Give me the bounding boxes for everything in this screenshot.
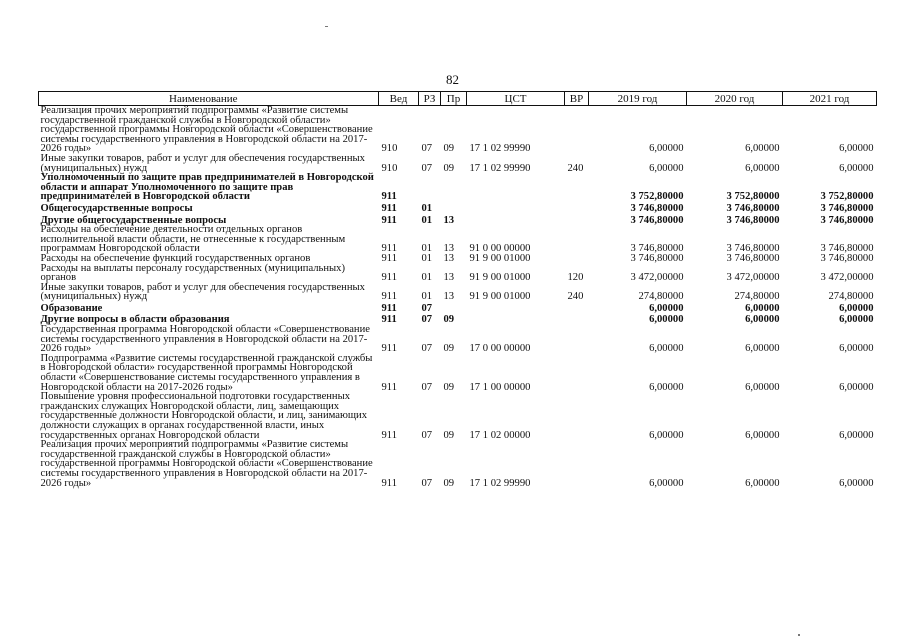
table-row	[39, 283, 877, 302]
table-row	[39, 202, 877, 214]
cell-cst: 91 9 00 01000	[469, 291, 531, 303]
cell-name: Образование	[40, 302, 103, 314]
cell-vr	[565, 106, 589, 154]
cell-cst	[467, 302, 565, 314]
header-cst: ЦСТ	[467, 92, 565, 106]
cell-vr: 120	[567, 272, 584, 284]
cell-y2020: 3 746,80000	[726, 202, 780, 214]
table-header	[39, 92, 877, 106]
cell-y2020: 3 752,80000	[726, 191, 780, 203]
cell-y2019: 3 752,80000	[630, 191, 684, 203]
cell-vr	[565, 254, 589, 264]
cell-cst	[467, 202, 565, 214]
cell-y2021: 3 746,80000	[820, 214, 874, 226]
cell-rz: 01	[421, 243, 433, 255]
cell-y2020: 6,00000	[745, 162, 780, 174]
cell-y2021: 6,00000	[839, 143, 874, 155]
cell-y2021: 3 746,80000	[820, 243, 874, 255]
cell-pr: 09	[443, 143, 455, 155]
table-body	[39, 106, 877, 489]
cell-name: Другие общегосударственные вопросы	[40, 214, 227, 226]
cell-pr: 13	[443, 252, 455, 264]
cell-cst: 17 1 00 00000	[469, 381, 531, 393]
header-2020: 2020 год	[687, 92, 783, 106]
cell-cst: 91 9 00 01000	[469, 252, 531, 264]
cell-y2019: 6,00000	[649, 381, 684, 393]
cell-name: Государственная программа Новгородской области «Совершенствование системы государственного управления в Новгородской области на 2017-2026 годы»	[40, 324, 370, 355]
cell-ved: 911	[381, 272, 397, 284]
cell-vr	[565, 202, 589, 214]
cell-y2020: 6,00000	[745, 143, 780, 155]
cell-pr: 13	[443, 291, 455, 303]
cell-rz: 07	[421, 381, 433, 393]
cell-pr: 13	[443, 243, 455, 255]
table-row	[39, 392, 877, 440]
cell-ved: 911	[381, 214, 397, 226]
cell-y2020: 6,00000	[745, 429, 780, 441]
header-name: Наименование	[39, 92, 379, 106]
cell-cst: 17 1 02 99990	[469, 143, 531, 155]
cell-ved: 911	[381, 429, 397, 441]
cell-name: Уполномоченный по защите прав предпринимателей в Новгородской области и аппарат Уполномоченного по защите прав предпринимателей в Новгородской области	[40, 172, 374, 203]
cell-ved: 911	[381, 191, 397, 203]
cell-y2021: 6,00000	[839, 477, 874, 489]
header-2019: 2019 год	[589, 92, 687, 106]
header-ved: Вед	[379, 92, 419, 106]
cell-ved: 911	[381, 381, 397, 393]
cell-y2019: 3 746,80000	[630, 243, 684, 255]
cell-y2019: 3 746,80000	[630, 202, 684, 214]
cell-rz: 07	[421, 477, 433, 489]
cell-vr: 240	[567, 291, 584, 303]
cell-rz: 07	[421, 162, 433, 174]
cell-rz: 01	[421, 291, 433, 303]
cell-y2019: 6,00000	[649, 429, 684, 441]
table-row	[39, 173, 877, 202]
cell-pr: 09	[443, 343, 455, 355]
cell-cst: 17 1 02 99990	[469, 162, 531, 174]
cell-y2019: 3 746,80000	[630, 252, 684, 264]
table-row	[39, 354, 877, 392]
cell-name: Подпрограмма «Развитие системы государственной гражданской службы в Новгородской области» государственной программы Новгородской области «Совершенствование системы государственного управления в Новгородской области на 2017-2026 годы»	[40, 352, 373, 393]
cell-y2020: 6,00000	[745, 381, 780, 393]
cell-cst: 91 9 00 01000	[469, 272, 531, 284]
cell-rz: 01	[421, 214, 433, 226]
cell-rz: 01	[421, 202, 433, 214]
cell-y2020: 3 746,80000	[726, 252, 780, 264]
cell-y2021: 3 746,80000	[820, 252, 874, 264]
table-row	[39, 225, 877, 254]
header-pr: Пр	[441, 92, 467, 106]
cell-name: Иные закупки товаров, работ и услуг для обеспечения государственных (муниципальных) нужд	[40, 152, 365, 174]
cell-ved: 911	[381, 343, 397, 355]
cell-name: Реализация прочих мероприятий подпрограммы «Развитие системы государственной гражданской службы в Новгородской области» государственной программы Новгородской области «Совершенствование системы государственного управления в Новгородской области на 2017-2026 годы»	[40, 105, 373, 155]
cell-name: Повышение уровня профессиональной подготовки государственных гражданских служащих Новгородской области, лиц, замещающих государственные должности Новгородской области, и лиц, занимающих должности служащих в органах государственной власти, иных государственных органах Новгородской области	[40, 391, 368, 441]
cell-vr	[565, 173, 589, 202]
table-row	[39, 302, 877, 314]
cell-y2020: 3 746,80000	[726, 214, 780, 226]
cell-cst: 91 0 00 00000	[469, 243, 531, 255]
cell-y2021: 6,00000	[839, 302, 874, 314]
cell-rz: 07	[421, 343, 433, 355]
cell-y2019: 274,80000	[638, 291, 684, 303]
cell-y2021: 3 472,00000	[820, 272, 874, 284]
cell-y2021: 6,00000	[839, 381, 874, 393]
cell-ved: 911	[381, 477, 397, 489]
cell-name: Другие вопросы в области образования	[40, 314, 230, 326]
cell-ved: 911	[381, 252, 397, 264]
scan-mark	[325, 26, 328, 27]
cell-y2019: 6,00000	[649, 143, 684, 155]
cell-y2021: 6,00000	[839, 314, 874, 326]
cell-name: Расходы на обеспечение деятельности отдельных органов исполнительной власти области, не отнесенные к государственным программам Новгородской области	[40, 224, 346, 255]
cell-name: Расходы на выплаты персоналу государственных (муниципальных) органов	[40, 262, 345, 284]
cell-pr	[441, 302, 467, 314]
cell-vr	[565, 214, 589, 226]
cell-y2020: 3 746,80000	[726, 243, 780, 255]
cell-pr: 13	[443, 214, 455, 226]
cell-ved: 911	[381, 314, 397, 326]
cell-cst: 17 1 02 00000	[469, 429, 531, 441]
cell-vr	[565, 392, 589, 440]
cell-y2020: 6,00000	[745, 343, 780, 355]
cell-rz: 07	[421, 302, 433, 314]
table-row	[39, 440, 877, 488]
cell-vr	[565, 225, 589, 254]
cell-y2020: 6,00000	[745, 314, 780, 326]
cell-y2019: 3 472,00000	[630, 272, 684, 284]
table-row	[39, 264, 877, 283]
cell-ved: 911	[381, 243, 397, 255]
cell-y2021: 6,00000	[839, 429, 874, 441]
cell-rz: 01	[421, 272, 433, 284]
cell-y2020: 274,80000	[734, 291, 780, 303]
cell-cst	[467, 173, 565, 202]
cell-vr	[565, 354, 589, 392]
cell-rz: 01	[421, 252, 433, 264]
cell-y2019: 6,00000	[649, 302, 684, 314]
cell-vr: 240	[567, 162, 584, 174]
header-vr: ВР	[565, 92, 589, 106]
cell-y2019: 6,00000	[649, 477, 684, 489]
cell-y2021: 6,00000	[839, 343, 874, 355]
cell-y2019: 6,00000	[649, 314, 684, 326]
budget-table	[38, 91, 877, 488]
cell-y2019: 6,00000	[649, 162, 684, 174]
cell-rz: 07	[421, 429, 433, 441]
cell-rz: 07	[421, 314, 433, 326]
cell-pr: 09	[443, 381, 455, 393]
cell-vr	[565, 302, 589, 314]
cell-pr: 09	[443, 162, 455, 174]
cell-name: Реализация прочих мероприятий подпрограммы «Развитие системы государственной гражданской службы в Новгородской области» государственной программы Новгородской области «Совершенствование системы государственного управления в Новгородской области на 2017-2026 годы»	[40, 439, 373, 489]
cell-rz	[419, 173, 441, 202]
header-rz: РЗ	[419, 92, 441, 106]
cell-pr: 13	[443, 272, 455, 284]
cell-y2021: 6,00000	[839, 162, 874, 174]
cell-y2021: 274,80000	[828, 291, 874, 303]
cell-y2020: 6,00000	[745, 302, 780, 314]
cell-cst	[467, 214, 565, 226]
page-number: 82	[446, 72, 459, 87]
cell-name: Расходы на обеспечение функций государственных органов	[40, 252, 311, 264]
cell-cst: 17 1 02 99990	[469, 477, 531, 489]
cell-name: Иные закупки товаров, работ и услуг для обеспечения государственных (муниципальных) нужд	[40, 281, 365, 303]
cell-y2020: 3 472,00000	[726, 272, 780, 284]
cell-pr: 09	[443, 314, 455, 326]
cell-vr	[565, 325, 589, 354]
header-2021: 2021 год	[783, 92, 877, 106]
table-row	[39, 325, 877, 354]
cell-y2020: 6,00000	[745, 477, 780, 489]
cell-y2021: 3 752,80000	[820, 191, 874, 203]
cell-pr	[441, 173, 467, 202]
cell-rz: 07	[421, 143, 433, 155]
scan-mark	[798, 634, 800, 636]
cell-pr	[441, 202, 467, 214]
cell-cst: 17 0 00 00000	[469, 343, 531, 355]
cell-ved: 910	[381, 143, 398, 155]
cell-y2019: 3 746,80000	[630, 214, 684, 226]
cell-ved: 911	[381, 291, 397, 303]
cell-ved: 911	[381, 302, 397, 314]
cell-vr	[565, 313, 589, 325]
cell-vr	[565, 440, 589, 488]
cell-pr: 09	[443, 477, 455, 489]
table-row	[39, 106, 877, 154]
table-row	[39, 154, 877, 173]
cell-y2019: 6,00000	[649, 343, 684, 355]
cell-name: Общегосударственные вопросы	[40, 202, 193, 214]
cell-cst	[467, 313, 565, 325]
cell-pr: 09	[443, 429, 455, 441]
cell-y2021: 3 746,80000	[820, 202, 874, 214]
cell-ved: 910	[381, 162, 398, 174]
cell-ved: 911	[381, 202, 397, 214]
